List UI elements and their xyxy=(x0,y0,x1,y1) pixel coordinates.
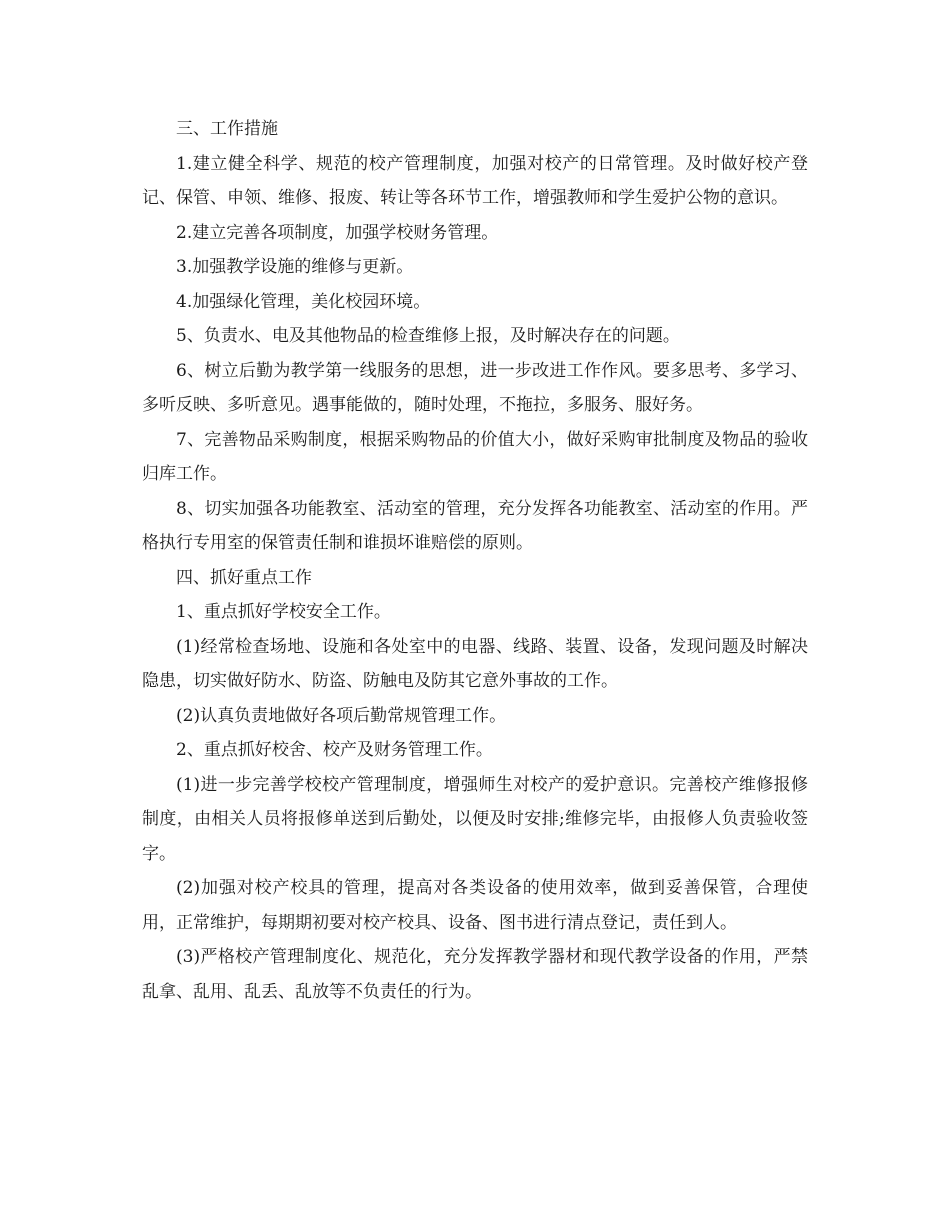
section-heading-key-work: 四、抓好重点工作 xyxy=(176,567,312,588)
paragraph: 6、树立后勤为教学第一线服务的思想，进一步改进工作作风。要多思考、多学习、多听反映、多听意见。遇事能做的，随时处理，不拖拉，多服务、服好务。 xyxy=(142,360,808,415)
paragraph: 5、负责水、电及其他物品的检查维修上报，及时解决存在的问题。 xyxy=(176,326,680,346)
paragraph: 4.加强绿化管理，美化校园环境。 xyxy=(176,291,431,312)
paragraph: 1、重点抓好学校安全工作。 xyxy=(176,602,391,622)
paragraph: 7、完善物品采购制度，根据采购物品的价值大小，做好采购审批制度及物品的验收归库工作。 xyxy=(142,429,808,484)
paragraph: 3.加强教学设施的维修与更新。 xyxy=(176,257,414,277)
paragraph: (1)经常检查场地、设施和各处室中的电器、线路、装置、设备，发现问题及时解决隐患，切实做好防水、防盗、防触电及防其它意外事故的工作。 xyxy=(142,636,808,691)
paragraph: 2、重点抓好校舍、校产及财务管理工作。 xyxy=(176,740,493,760)
paragraph: 1.建立健全科学、规范的校产管理制度，加强对校产的日常管理。及时做好校产登记、保管、申领、维修、报废、转让等各环节工作，增强教师和学生爱护公物的意识。 xyxy=(142,153,808,208)
paragraph: (1)进一步完善学校校产管理制度，增强师生对校产的爱护意识。完善校产维修报修制度，由相关人员将报修单送到后勤处，以便及时安排;维修完毕，由报修人负责验收签字。 xyxy=(142,774,808,864)
paragraph: (2)加强对校产校具的管理，提高对各类设备的使用效率，做到妥善保管，合理使用，正常维护，每期期初要对校产校具、设备、图书进行清点登记，责任到人。 xyxy=(142,878,808,933)
paragraph: (3)严格校产管理制度化、规范化，充分发挥教学器材和现代教学设备的作用，严禁乱拿、乱用、乱丢、乱放等不负责任的行为。 xyxy=(142,947,808,1002)
section-heading-measures: 三、工作措施 xyxy=(176,119,278,139)
paragraph: 8、切实加强各功能教室、活动室的管理，充分发挥各功能教室、活动室的作用。严格执行专用室的保管责任制和谁损坏谁赔偿的原则。 xyxy=(142,498,808,553)
paragraph: 2.建立完善各项制度，加强学校财务管理。 xyxy=(176,222,499,243)
document-page xyxy=(142,112,808,1009)
paragraph: (2)认真负责地做好各项后勤常规管理工作。 xyxy=(176,705,507,726)
